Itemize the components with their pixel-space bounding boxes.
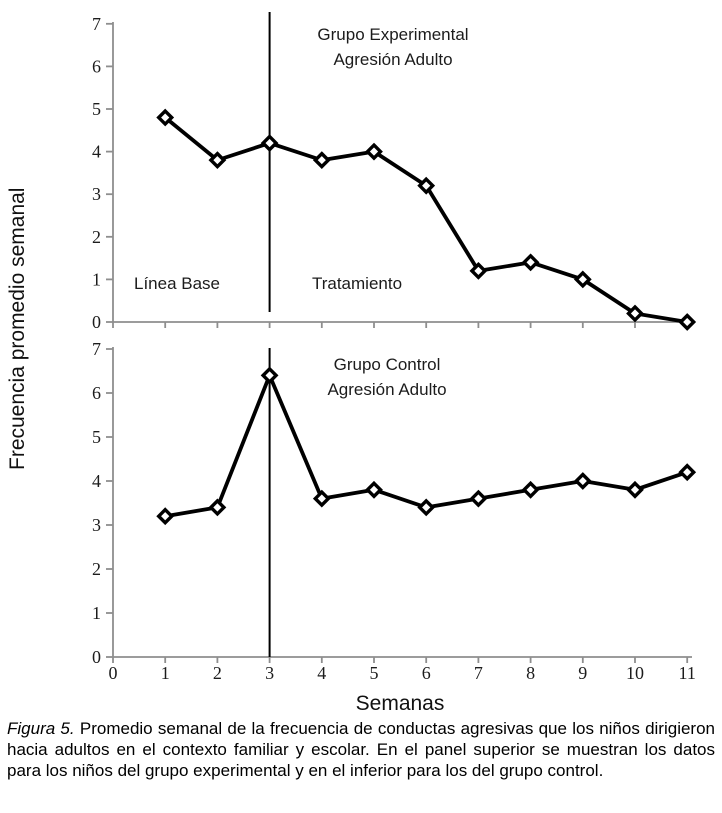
bottom-marker-week-6: [420, 501, 433, 514]
bottom-marker-week-5: [368, 483, 381, 496]
y-tick-label: 6: [92, 56, 101, 77]
y-tick-label: 4: [92, 141, 101, 162]
bottom-marker-week-11: [681, 466, 694, 479]
top-marker-week-4: [315, 154, 328, 167]
y-tick-label: 0: [92, 312, 101, 332]
x-tick-label: 9: [578, 663, 588, 683]
y-tick-label: 1: [92, 269, 101, 290]
baseline-phase-label: Línea Base: [133, 274, 220, 293]
bottom-marker-week-10: [629, 483, 642, 496]
x-tick-label: 11: [678, 663, 696, 683]
bottom-marker-week-4: [315, 492, 328, 505]
x-tick-label: 3: [265, 663, 275, 683]
top-marker-week-11: [681, 316, 694, 329]
x-tick-label: 8: [526, 663, 536, 683]
figure-caption: [7, 718, 715, 781]
treatment-phase-label: Tratamiento: [311, 274, 403, 293]
top-marker-week-3: [263, 137, 276, 150]
x-tick-label: 0: [108, 663, 118, 683]
y-tick-label: 7: [92, 339, 101, 359]
x-axis-label: Semanas: [355, 692, 445, 715]
bottom-marker-week-9: [576, 475, 589, 488]
x-tick-label: 6: [421, 663, 431, 683]
y-tick-label: 7: [92, 13, 101, 34]
bottom-chart-title-line1: Grupo Control: [333, 355, 441, 374]
x-tick-label: 4: [317, 663, 327, 683]
x-tick-label: 5: [369, 663, 379, 683]
y-tick-label: 4: [92, 471, 101, 491]
y-tick-label: 6: [92, 383, 101, 403]
top-chart-title-line1: Grupo Experimental: [317, 25, 469, 44]
y-axis-label: Frecuencia promedio semanal: [6, 187, 29, 470]
bottom-chart-title-line2: Agresión Adulto: [327, 380, 447, 399]
caption-text: Promedio semanal de la frecuencia de conductas agresivas que los niños dirigieron hacia adultos en el contexto familiar y escolar. En el panel superior se muestran los datos para los niños del grupo experimental y en el inferior para los del grupo control.: [7, 719, 716, 780]
y-tick-label: 3: [92, 184, 101, 205]
bottom-marker-week-2: [211, 501, 224, 514]
bottom-marker-week-8: [524, 483, 537, 496]
x-tick-label: 10: [626, 663, 644, 683]
top-marker-week-8: [524, 256, 537, 269]
y-tick-label: 0: [92, 647, 101, 667]
bottom-marker-week-1: [159, 510, 172, 523]
x-tick-label: 1: [160, 663, 170, 683]
y-tick-label: 3: [92, 515, 101, 535]
y-tick-label: 5: [92, 99, 101, 119]
x-tick-label: 2: [212, 663, 222, 683]
top-chart-title-line2: Agresión Adulto: [333, 50, 453, 69]
bottom-marker-week-7: [472, 492, 485, 505]
caption-figure-number: Figura 5.: [7, 719, 75, 738]
y-tick-label: 5: [92, 427, 101, 447]
y-tick-label: 1: [92, 603, 101, 623]
x-tick-label: 7: [473, 663, 483, 683]
y-tick-label: 2: [92, 559, 101, 579]
y-tick-label: 2: [92, 226, 101, 247]
